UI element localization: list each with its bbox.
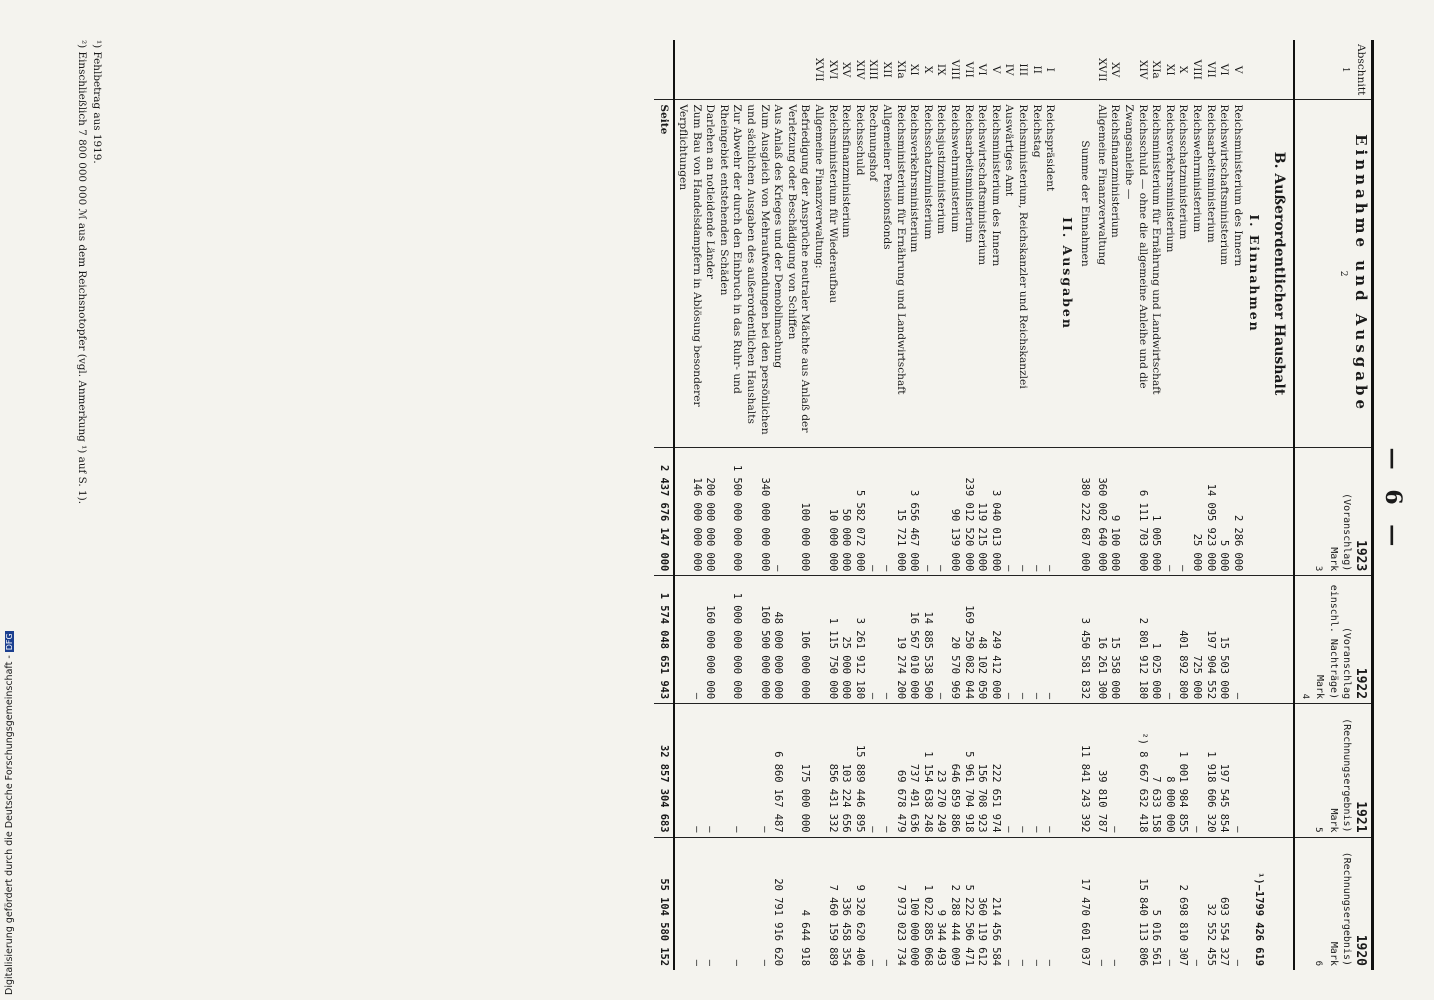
expense-row <box>1043 40 1057 970</box>
value-1922: 20 570 969 <box>947 576 961 704</box>
row-label: Allgemeine Finanzverwaltung: <box>811 100 825 447</box>
header-1922-col: 1922 (Voranschlag einschl. Nachträge) Mark 4 <box>1294 576 1372 704</box>
value-1922: — <box>1043 576 1057 704</box>
value-1923: 119 215 000 <box>975 447 989 576</box>
value-1923: 239 012 520 000 <box>961 447 975 576</box>
value-1921 <box>811 704 825 837</box>
value-1922: 725 000 <box>1189 576 1203 704</box>
row-label: Reichsschatzministerium <box>1176 100 1190 447</box>
row-label: Reichsschuld — ohne die allgemeine Anleihe und die Zwangsanleihe — <box>1122 100 1149 447</box>
value-1922: 197 904 552 <box>1203 576 1217 704</box>
expense-row <box>811 40 825 970</box>
value-1923: 340 000 000 000 <box>743 447 770 576</box>
header-section-col: Abschnitt 1 <box>1294 40 1372 100</box>
section-code <box>716 40 743 100</box>
value-1920: — <box>1003 959 1016 966</box>
value-1920: 100 000 000 <box>908 897 921 966</box>
row-label: Reichsjustizministerium <box>934 100 948 447</box>
value-1921: — <box>716 704 743 837</box>
section-code: VIII <box>947 40 961 100</box>
value-1920: 15 840 113 806 <box>1136 878 1149 966</box>
section-code <box>743 40 770 100</box>
value-1921: — <box>1108 704 1122 837</box>
value-1923: 9 100 000 <box>1108 447 1122 576</box>
value-1922: 1 025 000 <box>1149 576 1163 704</box>
row-label: Reichswehrministerium <box>947 100 961 447</box>
section-code <box>654 40 675 100</box>
value-1922: 48 102 050 <box>975 576 989 704</box>
value-1922: 3 450 581 832 <box>1078 576 1095 704</box>
income-row <box>1108 40 1122 970</box>
value-1923: — <box>879 447 893 576</box>
row-label: Reichsarbeitsministerium <box>961 100 975 447</box>
row-label: Reichswirtschaftsministerium <box>1217 100 1231 447</box>
value-1920: — <box>1016 959 1029 966</box>
value-1920: — <box>1109 959 1122 966</box>
expense-row <box>961 40 975 970</box>
value-1922: — <box>1015 576 1029 704</box>
income-sum-row <box>1078 40 1095 970</box>
value-1922: 160 500 000 000 <box>743 576 770 704</box>
value-1923: — <box>1029 447 1043 576</box>
section-title-row <box>1265 40 1294 970</box>
value-1923: 25 000 <box>1189 447 1203 576</box>
header-description-col: Einnahme und Ausgabe 2 <box>1294 100 1372 447</box>
value-1922: — <box>1002 576 1016 704</box>
value-1923: — <box>934 447 948 576</box>
value-1922: 15 503 000 <box>1217 576 1231 704</box>
value-1920 <box>811 837 825 970</box>
section-code: XIa <box>1149 40 1163 100</box>
section-code: XIV <box>1122 40 1149 100</box>
table-body <box>654 40 1294 970</box>
value-1921: 6 860 167 487 <box>771 704 785 837</box>
value-1921: — <box>743 704 770 837</box>
value-1923: — <box>1162 447 1176 576</box>
value-1922: 106 000 000 <box>784 576 811 704</box>
section-code: V <box>1230 40 1244 100</box>
value-1921: 15 889 446 895 <box>852 704 866 837</box>
section-code <box>771 40 785 100</box>
section-code: XVII <box>811 40 825 100</box>
section-code: XI <box>907 40 921 100</box>
value-1923: — <box>1043 447 1057 576</box>
section-code <box>703 40 717 100</box>
value-1921: — <box>1015 704 1029 837</box>
value-1923: 1 005 000 <box>1149 447 1163 576</box>
value-1923: — <box>1015 447 1029 576</box>
value-1922: 3 261 912 180 <box>852 576 866 704</box>
row-label: Reichsfinanzministerium <box>1108 100 1122 447</box>
value-1920: 7 460 159 889 <box>826 884 839 966</box>
row-label: Befriedigung der Ansprüche neutraler Mächte aus Anlaß der Verletzung oder Beschädigung von Schiffen <box>784 100 811 447</box>
header-1921-col: 1921 (Rechnungsergebnis) Mark 5 <box>1294 704 1372 837</box>
value-1920: — <box>881 959 893 966</box>
page-number: — 6 — <box>1380 447 1406 553</box>
value-1920: 17 470 601 037 <box>1079 878 1092 966</box>
value-1921: — <box>1230 704 1244 837</box>
expense-row <box>1029 40 1043 970</box>
value-1921: 222 651 974 <box>988 704 1002 837</box>
row-label: Reichswehrministerium <box>1189 100 1203 447</box>
section-code <box>1078 40 1095 100</box>
budget-table <box>654 40 1374 970</box>
page-total-row <box>654 40 675 970</box>
row-label: Summe der Einnahmen <box>1078 100 1095 447</box>
finance-admin-item-row <box>703 40 717 970</box>
value-1923: 3 040 013 000 <box>988 447 1002 576</box>
value-1923: — <box>1002 447 1016 576</box>
value-1923: 380 222 687 000 <box>1078 447 1095 576</box>
value-1920: 32 552 455 <box>1204 903 1217 966</box>
expense-row <box>879 40 893 970</box>
value-1922: — <box>866 576 880 704</box>
row-label: Reichsschuld <box>852 100 866 447</box>
value-1920: — <box>704 959 717 966</box>
value-1923: 146 000 000 000 <box>675 447 703 576</box>
value-1922: 401 892 800 <box>1176 576 1190 704</box>
expense-row <box>907 40 921 970</box>
section-code: XII <box>879 40 893 100</box>
income-row <box>1203 40 1217 970</box>
digitization-credit <box>4 605 16 995</box>
header-1920-col: 1920 (Rechnungsergebnis) Mark 6 <box>1294 837 1372 970</box>
value-1921: ²) 8 667 632 418 <box>1122 704 1149 837</box>
value-1920: 55 104 580 152 <box>654 837 675 970</box>
section-code <box>784 40 811 100</box>
value-1921: 175 000 000 <box>784 704 811 837</box>
expense-row <box>988 40 1002 970</box>
row-label: Reichsministerium für Ernährung und Landwirtschaft <box>1149 100 1163 447</box>
row-label: Reichsministerium für Wiederaufbau <box>825 100 839 447</box>
value-1920: — <box>690 959 703 966</box>
value-1920: 1 022 885 068 <box>921 884 934 966</box>
row-label: Reichsministerium des Innern <box>1230 100 1244 447</box>
row-label: Reichsministerium des Innern <box>988 100 1002 447</box>
section-code: V <box>988 40 1002 100</box>
section-code: XIa <box>893 40 907 100</box>
expense-row <box>825 40 839 970</box>
income-title-row <box>1244 40 1266 970</box>
value-1920: — <box>731 959 744 966</box>
section-code: VII <box>1203 40 1217 100</box>
row-label: Reichsschatzministerium <box>920 100 934 447</box>
section-code: VII <box>961 40 975 100</box>
expense-title: II. Ausgaben <box>1056 100 1078 447</box>
value-1923: 90 139 000 <box>947 447 961 576</box>
value-1920: — <box>758 959 771 966</box>
section-code: XVI <box>825 40 839 100</box>
row-label: Seite <box>654 100 675 447</box>
value-1922: — <box>1162 576 1176 704</box>
footnote-1: ¹) Fehlbetrag aus 1919. <box>91 40 103 164</box>
credit-text: Digitalisierung gefördert durch die Deutsche Forschungsgemeinschaft - <box>4 655 15 995</box>
income-row <box>1094 40 1108 970</box>
value-1921: — <box>675 704 703 837</box>
value-1922: 16 261 300 <box>1094 576 1108 704</box>
value-1921: 197 545 854 <box>1217 704 1231 837</box>
expense-row <box>934 40 948 970</box>
row-label: Reichsarbeitsministerium <box>1203 100 1217 447</box>
row-label: Reichsverkehrsministerium <box>907 100 921 447</box>
finance-admin-item-row <box>675 40 703 970</box>
row-label: Aus Anlaß des Krieges und der Demobilmachung <box>771 100 785 447</box>
value-1920: 9 320 620 400 <box>853 884 866 966</box>
value-1923: 100 000 000 <box>784 447 811 576</box>
value-1921: 156 708 923 <box>975 704 989 837</box>
value-1920: — <box>1191 959 1204 966</box>
value-1922: 1 115 750 000 <box>825 576 839 704</box>
value-1922: 249 412 000 <box>988 576 1002 704</box>
value-1923: 50 000 000 <box>839 447 853 576</box>
value-1922: 1 000 000 000 000 <box>716 576 743 704</box>
value-1921: 1 918 606 320 <box>1203 704 1217 837</box>
value-1921: 32 857 304 683 <box>654 704 675 837</box>
value-1923: 3 656 467 000 <box>907 447 921 576</box>
value-1922: 169 250 082 044 <box>961 576 975 704</box>
value-1922: 25 000 000 <box>839 576 853 704</box>
row-label: Reichsverkehrsministerium <box>1162 100 1176 447</box>
value-1923: — <box>920 447 934 576</box>
value-1922: — <box>879 576 893 704</box>
expense-row <box>866 40 880 970</box>
value-1923: 5 582 072 000 <box>852 447 866 576</box>
value-1920: 5 222 506 471 <box>962 884 975 966</box>
row-label: Reichsfinanzministerium <box>839 100 853 447</box>
value-1923: — <box>771 447 785 576</box>
value-1922: 48 000 000 000 <box>771 576 785 704</box>
value-1920: 20 791 916 620 <box>772 878 785 966</box>
value-1922: 15 358 000 <box>1108 576 1122 704</box>
value-1920: 360 119 612 <box>976 897 989 966</box>
row-label: Reichstag <box>1029 100 1043 447</box>
value-1921: — <box>1002 704 1016 837</box>
value-1920: — <box>1095 959 1108 966</box>
row-label: Rechnungshof <box>866 100 880 447</box>
section-code <box>675 40 703 100</box>
table-header <box>1294 40 1372 970</box>
row-label: Reichspräsident <box>1043 100 1057 447</box>
row-label: Reichsministerium für Ernährung und Landwirtschaft <box>893 100 907 447</box>
value-1922: 160 000 000 000 <box>703 576 717 704</box>
finance-admin-item-row <box>784 40 811 970</box>
value-1922: 16 567 010 000 <box>907 576 921 704</box>
value-1920: 4 644 918 <box>799 909 812 966</box>
value-1920: 9 344 493 <box>935 909 948 966</box>
row-label: Zum Ausgleich von Mehraufwendungen bei den persönlichen und sächlichen Ausgaben des außerordentlichen Haushalts <box>743 100 770 447</box>
value-1921: 11 841 243 392 <box>1078 704 1095 837</box>
value-1920: 336 458 354 <box>840 897 853 966</box>
value-1920: — <box>1163 959 1176 966</box>
value-1923: 360 002 640 000 <box>1094 447 1108 576</box>
value-1923: 14 095 923 000 <box>1203 447 1217 576</box>
value-1921: 646 859 886 <box>947 704 961 837</box>
value-1923: 6 111 703 000 <box>1122 447 1149 576</box>
value-1921: 1 154 638 248 <box>920 704 934 837</box>
value-1923: 2 286 000 <box>1230 447 1244 576</box>
value-1921: 39 810 787 <box>1094 704 1108 837</box>
section-code: VI <box>975 40 989 100</box>
section-code: XIII <box>866 40 880 100</box>
income-row <box>1162 40 1176 970</box>
header-1923-col: 1923 (Voranschlag) Mark 3 <box>1294 447 1372 576</box>
value-1921: — <box>1043 704 1057 837</box>
value-1920: 693 554 327 <box>1218 897 1231 966</box>
income-row <box>1217 40 1231 970</box>
value-1921: 737 491 636 <box>907 704 921 837</box>
row-label: Darlehen an notleidende Länder <box>703 100 717 447</box>
section-code: XV <box>1108 40 1122 100</box>
value-1921: — <box>879 704 893 837</box>
row-label: Reichsministerium, Reichskanzler und Reichskanzlei <box>1015 100 1029 447</box>
section-code: I <box>1043 40 1057 100</box>
section-code: VIII <box>1189 40 1203 100</box>
income-title: I. Einnahmen <box>1244 100 1266 447</box>
row-label: Reichswirtschaftsministerium <box>975 100 989 447</box>
footnotes <box>74 40 104 940</box>
value-1920: 5 016 561 <box>1150 909 1163 966</box>
dfg-logo: DFG <box>5 633 14 651</box>
value-1920: — <box>1030 959 1043 966</box>
section-code: III <box>1015 40 1029 100</box>
finance-admin-item-row <box>743 40 770 970</box>
section-code: IX <box>934 40 948 100</box>
row-label: Allgemeiner Pensionsfonds <box>879 100 893 447</box>
finance-admin-item-row <box>716 40 743 970</box>
section-title: B. Außerordentlicher Haushalt <box>1265 100 1294 447</box>
income-row <box>1189 40 1203 970</box>
value-1920: 7 973 023 734 <box>894 884 907 966</box>
value-1922: 2 801 912 180 <box>1122 576 1149 704</box>
expense-row <box>920 40 934 970</box>
value-1923: 200 000 000 000 <box>703 447 717 576</box>
section-code: X <box>1176 40 1190 100</box>
value-1921: — <box>1029 704 1043 837</box>
expense-row <box>1015 40 1029 970</box>
value-1921: — <box>1189 704 1203 837</box>
value-1921: 5 961 704 918 <box>961 704 975 837</box>
value-1920: — <box>867 959 880 966</box>
expense-row <box>893 40 907 970</box>
value-1921: 1 001 984 855 <box>1176 704 1190 837</box>
value-1922: — <box>1230 576 1244 704</box>
value-1921: 7 633 158 <box>1149 704 1163 837</box>
value-1922: — <box>934 576 948 704</box>
value-1921: 8 000 000 <box>1162 704 1176 837</box>
value-1920: 2 288 444 009 <box>948 884 961 966</box>
value-1921: 103 224 656 <box>839 704 853 837</box>
row-label: Auswärtiges Amt <box>1002 100 1016 447</box>
income-row <box>1122 40 1149 970</box>
value-1920: 214 456 584 <box>989 897 1002 966</box>
value-1923: 2 437 676 147 000 <box>654 447 675 576</box>
section-code: XIV <box>852 40 866 100</box>
expense-row <box>947 40 961 970</box>
value-1923: 1 500 000 000 000 <box>716 447 743 576</box>
section-code: X <box>920 40 934 100</box>
finance-admin-item-row <box>771 40 785 970</box>
footnote-2: ²) Einschließlich 7 800 000 000 ℳ aus dem Reichsnotopfer (vgl. Anmerkung ¹) auf S. 1). <box>76 40 88 504</box>
expense-row <box>975 40 989 970</box>
value-1920: — <box>1231 959 1244 966</box>
section-code: XI <box>1162 40 1176 100</box>
value-1922: — <box>1029 576 1043 704</box>
section-code: XV <box>839 40 853 100</box>
row-label: Zur Abwehr der durch den Einbruch in das Ruhr- und Rheingebiet entstehenden Schäden <box>716 100 743 447</box>
section-code: VI <box>1217 40 1231 100</box>
expense-row <box>1002 40 1016 970</box>
value-1922: 19 274 200 <box>893 576 907 704</box>
value-1922: 1 574 048 651 943 <box>654 576 675 704</box>
value-1923: — <box>1176 447 1190 576</box>
value-1921: — <box>703 704 717 837</box>
value-1923: 15 721 000 <box>893 447 907 576</box>
value-1921: 23 270 249 <box>934 704 948 837</box>
income-row <box>1176 40 1190 970</box>
value-1922 <box>811 576 825 704</box>
value-1921: — <box>866 704 880 837</box>
value-1922: — <box>675 576 703 704</box>
value-1920: 2 698 810 307 <box>1177 884 1190 966</box>
income-row <box>1149 40 1163 970</box>
value-1923 <box>811 447 825 576</box>
expense-row <box>839 40 853 970</box>
value-1920: — <box>1044 959 1057 966</box>
expense-title-row <box>1056 40 1078 970</box>
income-row <box>1230 40 1244 970</box>
section-code: IV <box>1002 40 1016 100</box>
value-1921: 856 431 332 <box>825 704 839 837</box>
value-1923: — <box>866 447 880 576</box>
value-1923: 10 000 000 <box>825 447 839 576</box>
row-label: Zum Bau von Handelsdampfern in Ablösung besonderer Verpflichtungen <box>675 100 703 447</box>
section-code: II <box>1029 40 1043 100</box>
section-code: XVII <box>1094 40 1108 100</box>
value-1922: 14 885 538 500 <box>920 576 934 704</box>
value-1921: 69 678 479 <box>893 704 907 837</box>
expense-row <box>852 40 866 970</box>
income-note-1920: ¹)−1799 426 619 <box>1253 872 1266 966</box>
row-label: Allgemeine Finanzverwaltung <box>1094 100 1108 447</box>
value-1923: 5 000 <box>1217 447 1231 576</box>
